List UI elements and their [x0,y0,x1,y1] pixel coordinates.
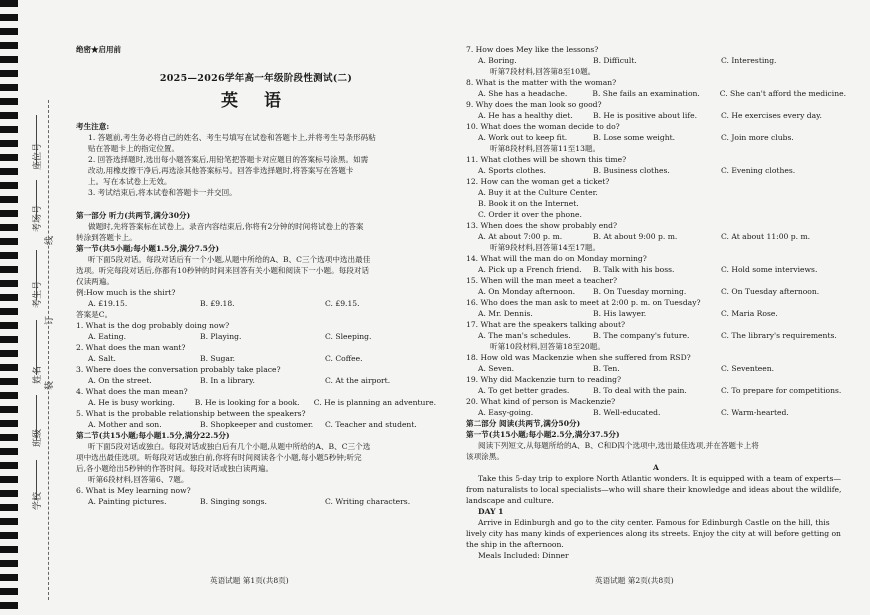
day1-heading: DAY 1 [478,507,504,516]
sec2-heading: 第二节(共15小题;每小题1.5分,满分22.5分) [76,431,230,440]
options [466,132,846,143]
binding-mark-bind: 装 [45,380,55,390]
option: A. Painting pictures. [88,497,167,506]
page-1-footer: 英语试题 第1页(共8页) [210,576,289,585]
options [76,375,436,386]
option: C. He is planning an adventure. [313,398,436,407]
option: B. Sugar. [200,354,236,363]
question: 5. What is the probable relationship between the speakers? [76,409,306,418]
question: 2. What does the man want? [76,343,186,352]
option: A. The man's schedules. [478,331,571,340]
option: B. Well-educated. [593,408,661,417]
label-name: 姓名 [33,365,43,384]
option: C. Hold some interviews. [721,265,818,274]
question: 3. Where does the conversation probably take place? [76,365,281,374]
option: B. Book it on the Internet. [478,199,579,208]
sec2-intro: 听下面5段对话或独白。每段对话或独白后有几个小题,从题中所给的A、B、C三个选 [88,442,371,451]
option: B. He is looking for a book. [194,398,300,407]
meals-line: Meals Included: Dinner [478,551,569,560]
question: 11. What clothes will be shown this time? [466,155,627,164]
example-options [76,298,436,309]
part1-intro: 转涂到答题卡上。 [76,233,137,242]
option: A. Mr. Dennis. [478,309,533,318]
question: 10. What does the woman decide to do? [466,122,620,131]
question: 6. What is Mey learning now? [76,486,191,495]
question-list [466,44,846,418]
passage-line: lively city has many kinds of experiences along its streets. Enjoy the city at will before getting on [466,529,841,538]
part1-heading: 第一部分 听力(共两节,满分30分) [76,211,191,220]
options [76,496,436,507]
option: A. Mother and son. [88,420,162,429]
option: B. At about 9:00 p. m. [593,232,678,241]
audio-instruction: 听第9段材料,回答第14至17题。 [490,243,601,252]
notice-line: 贴在答题卡上的指定位置。 [88,144,180,153]
notice-line: 1. 答题前,考生务必将自己的姓名、考生号填写在试卷和答题卡上,并将考生号条形码粘 [88,133,376,142]
page-1 [76,44,436,507]
label-class: 班级 [33,428,43,447]
passage-line: Take this 5-day trip to explore North Atlantic wonders. It is equipped with a team of experts— [478,474,841,483]
question: 20. What kind of person is Mackenzie? [466,397,616,406]
option: A. Easy-going. [478,408,534,417]
options [466,330,846,341]
question: 4. What does the man mean? [76,387,188,396]
notice-line: 2. 回答选择题时,选出每小题答案后,用铅笔把答题卡对应题目的答案标号涂黑。如需 [88,155,369,164]
example-answer: 答案是C。 [76,310,113,319]
option: B. Singing songs. [200,497,267,506]
field-line [36,395,37,440]
option: B. Lose some weight. [593,133,676,142]
label-exam-room: 考场号 [33,204,43,232]
option: C. Seventeen. [721,364,775,373]
option: C. Coffee. [325,354,363,363]
question: 16. Who does the man ask to meet at 2:00 p. m. on Tuesday? [466,298,701,307]
sec2-intro: 后,各小题给出5秒钟的作答时间。每段对话或独白读两遍。 [76,464,274,473]
option: C. The library's requirements. [721,331,837,340]
option: C. Evening clothes. [721,166,796,175]
option: A. On the street. [88,376,152,385]
question: 17. What are the speakers talking about? [466,320,626,329]
label-candidate-no: 考生号 [33,280,43,308]
option: C. Join more clubs. [721,133,794,142]
question: 14. What will the man do on Monday morning? [466,254,647,263]
option: C. Sleeping. [325,332,372,341]
option: C. Order it over the phone. [478,210,582,219]
option: C. To prepare for competitions. [721,386,842,395]
field-line [36,250,37,300]
option: B. On Tuesday morning. [593,287,687,296]
options [466,88,846,99]
question: 13. When does the show probably end? [466,221,618,230]
option: C. Teacher and student. [325,420,417,429]
option: A. £19.15. [88,299,128,308]
option: B. The company's future. [593,331,690,340]
audio-instruction: 听第8段材料,回答第11至13题。 [490,144,601,153]
option: A. Pick up a French friend. [478,265,582,274]
option: A. To get better grades. [478,386,570,395]
option: C. £9.15. [325,299,360,308]
binding-mark-staple: 订 [45,315,55,325]
cut-line [48,100,49,600]
option: A. Seven. [478,364,515,373]
options [466,385,846,396]
option: C. At the airport. [325,376,391,385]
passage-line: the ship in the afternoon. [466,540,564,549]
option: B. Difficult. [593,56,637,65]
field-line [36,460,37,500]
option: C. At about 11:00 p. m. [721,232,811,241]
reading-sec1-intro: 该项涂黑。 [466,452,504,461]
sec1-intro: 听下面5段对话。每段对话后有一个小题,从题中所给的A、B、C三个选项中选出最佳 [88,255,371,264]
secret-mark: 绝密★启用前 [76,45,121,54]
option: B. Playing. [200,332,242,341]
label-seat-no: 座位号 [33,142,43,170]
notice-title: 考生注意: [76,122,110,131]
options [466,110,846,121]
option: A. Buy it at the Culture Center. [478,188,598,197]
options [466,363,846,374]
option: A. Eating. [88,332,127,341]
sec1-intro: 仅读两遍。 [76,277,114,286]
options [466,308,846,319]
options [466,286,846,297]
field-line [36,320,37,375]
option: A. She has a headache. [478,89,568,98]
options [466,407,846,418]
options [466,264,846,275]
options [76,419,436,430]
part1-intro: 做题时,先将答案标在试卷上。录音内容结束后,你将有2分钟的时间将试卷上的答案 [88,222,364,231]
question: 9. Why does the man look so good? [466,100,602,109]
sec1-intro: 选项。听完每段对话后,你都有10秒钟的时间来回答有关小题和阅读下一小题。每段对话 [76,266,370,275]
passage-letter: A [653,463,659,472]
field-line [36,115,37,165]
options [466,55,846,66]
option: B. He is positive about life. [593,111,698,120]
option: A. At about 7:00 p. m. [478,232,563,241]
question: 12. How can the woman get a ticket? [466,177,610,186]
option: C. Writing characters. [325,497,411,506]
question: 7. How does Mey like the lessons? [466,45,599,54]
option: C. Interesting. [721,56,777,65]
passage-line: Arrive in Edinburgh and go to the city center. Famous for Edinburgh Castle on the hill, this [478,518,830,527]
options [76,397,436,408]
option: C. On Tuesday afternoon. [721,287,820,296]
option: B. To deal with the pain. [593,386,687,395]
notice-line: 3. 考试结束后,将本试卷和答题卡一并交回。 [88,188,237,197]
page-2 [466,44,846,561]
page-2-footer: 英语试题 第2页(共8页) [595,576,674,585]
option: A. Work out to keep fit. [478,133,568,142]
option: B. £9.18. [200,299,235,308]
options [466,165,846,176]
notice-line: 上。写在本试卷上无效。 [88,177,172,186]
audio-instruction: 听第6段材料,回答第6、7题。 [88,475,189,484]
reading-sec1-intro: 阅读下列短文,从每题所给的A、B、C和D四个选项中,选出最佳选项,并在答题卡上将 [478,441,759,450]
passage-line: from naturalists to local specialists—who will share their knowledge and ideas about the wildlife, [466,485,842,494]
option: C. She can't afford the medicine. [719,89,846,98]
sec1-heading: 第一节(共5小题;每小题1.5分,满分7.5分) [76,244,220,253]
audio-instruction: 听第7段材料,回答第8至10题。 [490,67,596,76]
question: 8. What is the matter with the woman? [466,78,617,87]
binding-mark-line: 线 [45,235,55,245]
audio-instruction: 听第10段材料,回答第18至20题。 [490,342,605,351]
example-question: 例:How much is the shirt? [76,288,176,297]
binding-edge-stripes [0,0,18,615]
field-line [36,180,37,220]
passage-line: landscape and culture. [466,496,554,505]
option: B. Shopkeeper and customer. [200,420,314,429]
option: B. Ten. [593,364,620,373]
option: A. Boring. [478,56,517,65]
option: B. His lawyer. [593,309,647,318]
subject-title: 英 语 [221,91,291,111]
sec2-intro: 项中选出最佳选项。听每段对话或独白前,你将有时间阅读各个小题,每小题5秒钟;听完 [76,453,362,462]
question: 19. Why did Mackenzie turn to reading? [466,375,622,384]
option: A. Sports clothes. [478,166,546,175]
exam-title: 2025—2026学年高一年级阶段性测试(二) [159,73,353,84]
option: B. She fails an examination. [592,89,700,98]
option: A. Salt. [88,354,116,363]
reading-sec1-heading: 第一节(共15小题;每小题2.5分,满分37.5分) [466,430,620,439]
option: A. On Monday afternoon. [478,287,576,296]
question: 15. When will the man meet a teacher? [466,276,618,285]
options [466,231,846,242]
option: B. Talk with his boss. [593,265,675,274]
option: C. He exercises every day. [721,111,822,120]
option: A. He is busy working. [88,398,175,407]
option: B. Business clothes. [593,166,670,175]
question: 1. What is the dog probably doing now? [76,321,230,330]
option: C. Maria Rose. [721,309,778,318]
option: B. In a library. [200,376,255,385]
part2-heading: 第二部分 阅读(共两节,满分50分) [466,419,581,428]
option: A. He has a healthy diet. [478,111,573,120]
question: 18. How old was Mackenzie when she suffered from RSD? [466,353,691,362]
options [76,331,436,342]
notice-line: 改动,用橡皮擦干净后,再选涂其他答案标号。回答非选择题时,将答案写在答题卡 [88,166,354,175]
label-school: 学校 [33,491,43,510]
options [76,353,436,364]
option: C. Warm-hearted. [721,408,789,417]
binding-margin [18,0,60,615]
